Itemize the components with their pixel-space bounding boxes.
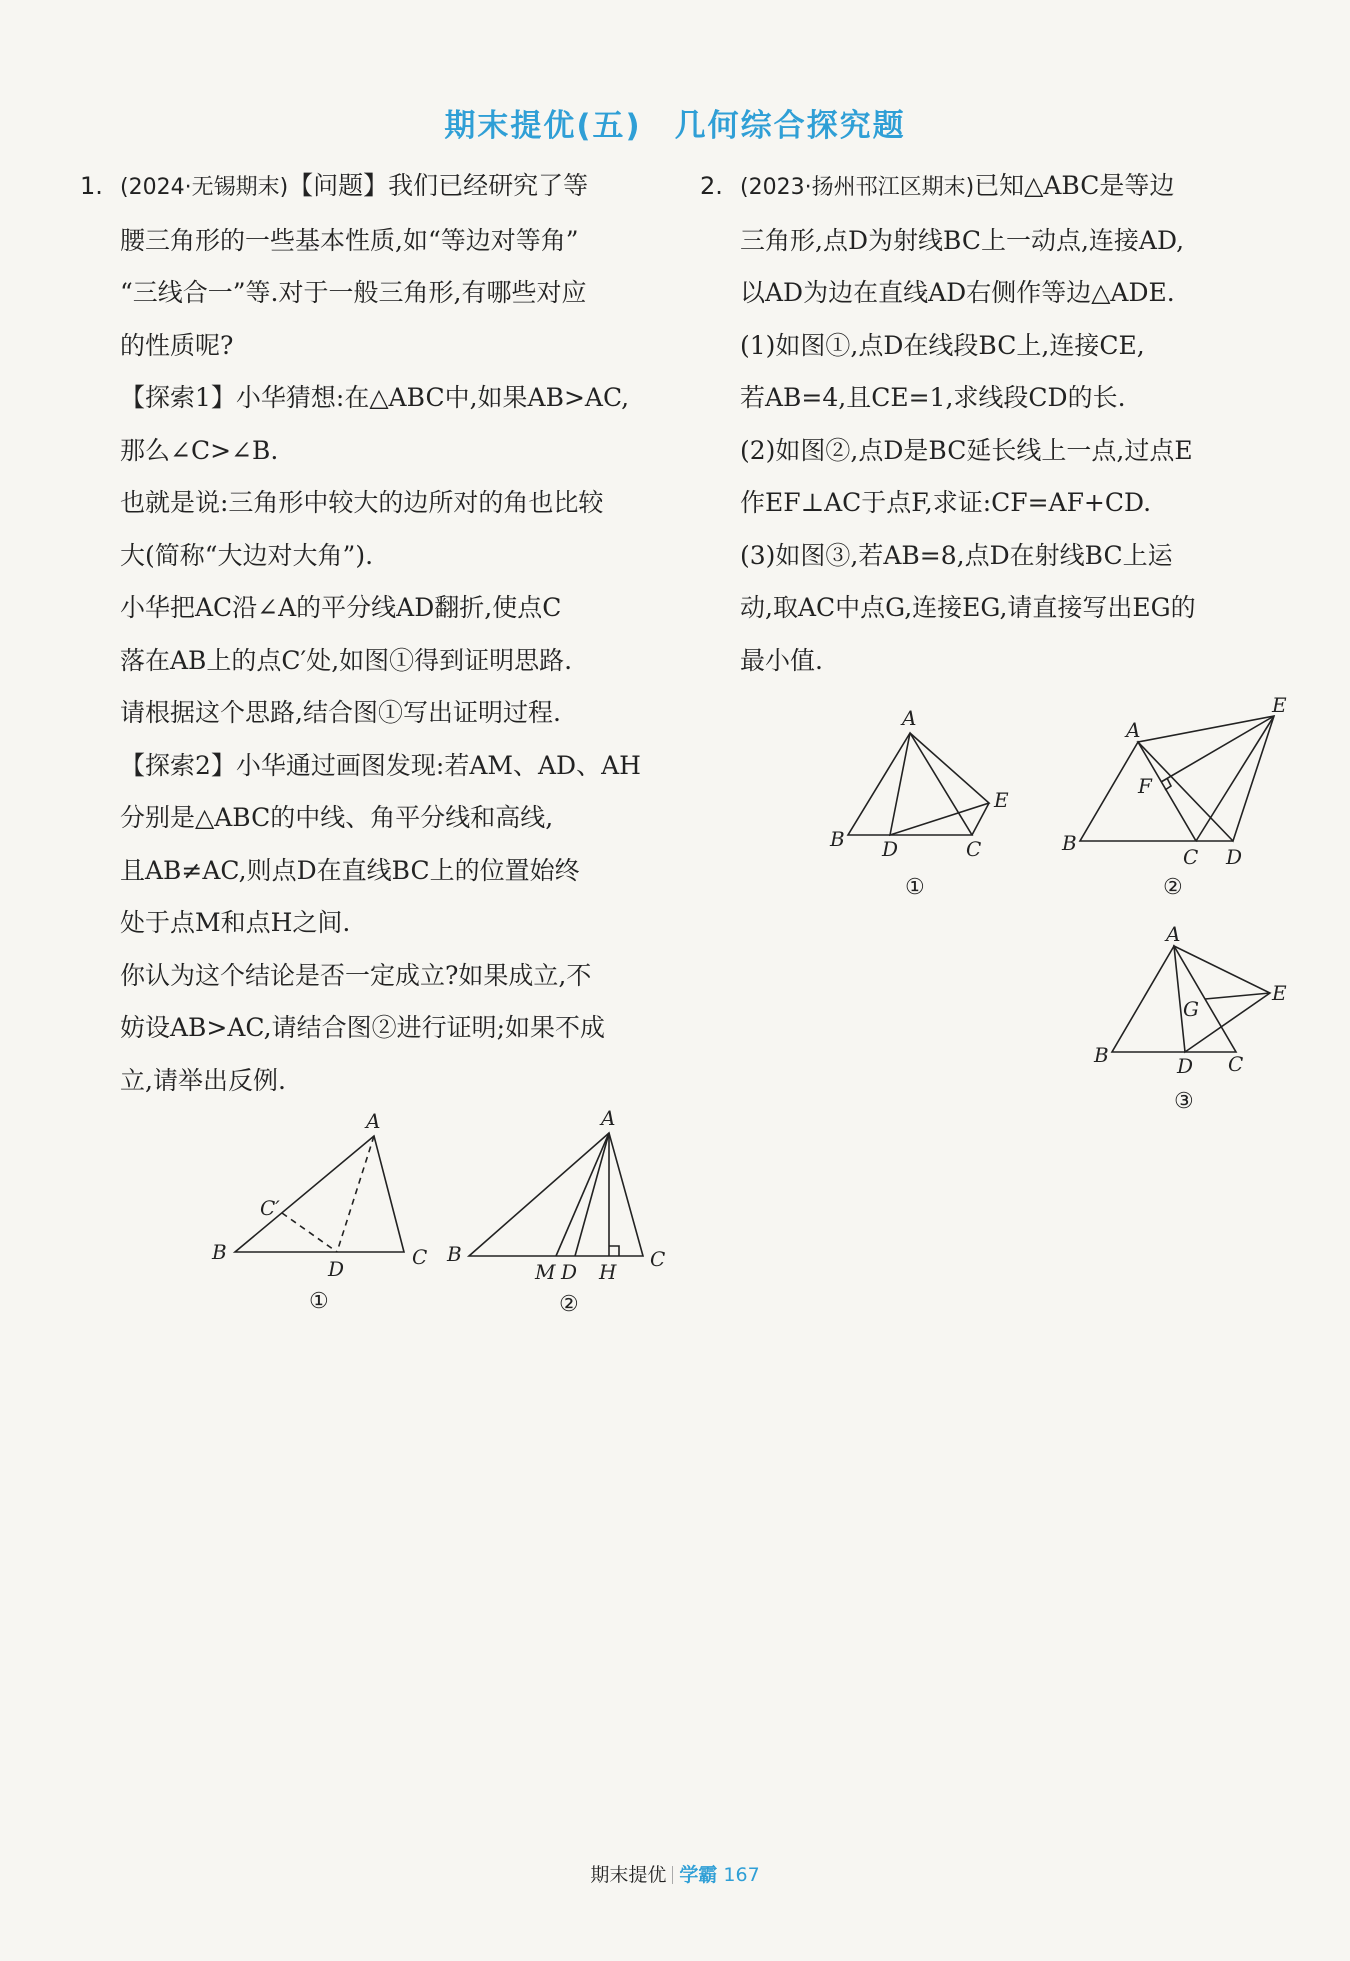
q2-fig1-segment-CE <box>972 803 989 835</box>
footer-brand: 学霸 <box>679 1864 718 1886</box>
question-1-line: 【探索1】小华猜想:在△ABC中,如果AB>AC, <box>120 383 630 412</box>
question-2-line: (1)如图①,点D在线段BC上,连接CE, <box>740 330 1145 360</box>
q2-fig3-caption: ③ <box>1174 1089 1194 1114</box>
page-title: 期末提优(五) 几何综合探究题 <box>444 108 906 144</box>
question-1-line: 那么∠C>∠B. <box>120 435 279 465</box>
q2-fig1-triangle-ABC <box>848 733 972 835</box>
q2-fig2-label-A: A <box>1126 718 1141 742</box>
q2-figure-1 <box>829 706 1009 900</box>
question-2-line: 最小值. <box>740 645 823 675</box>
question-2-line: 三角形,点D为射线BC上一动点,连接AD, <box>740 225 1185 255</box>
question-1-line: 落在AB上的点C′处,如图①得到证明思路. <box>120 645 573 675</box>
q2-figure-2 <box>1061 693 1287 900</box>
footer-divider <box>672 1866 673 1884</box>
q1-fig2-right-angle <box>609 1246 619 1256</box>
question-2-line: 作EF⊥AC于点F,求证:CF=AF+CD. <box>740 488 1152 517</box>
q2-fig1-label-C: C <box>966 837 982 861</box>
q1-fig2-label-A: A <box>601 1106 616 1130</box>
question-1-line: 处于点M和点H之间. <box>120 908 351 937</box>
q2-fig3-triangle-ABC <box>1112 946 1236 1052</box>
q2-fig3-label-D: D <box>1177 1054 1194 1078</box>
q1-fig1-label-B: B <box>212 1240 227 1264</box>
question-2-line-1: 已知△ABC是等边 <box>974 171 1175 200</box>
q1-fig1-label-D: D <box>328 1257 345 1281</box>
question-2-line: 以AD为边在直线AD右侧作等边△ADE. <box>740 278 1175 307</box>
q1-figure-2 <box>446 1106 665 1317</box>
q2-fig2-label-B: B <box>1062 831 1077 855</box>
q1-fig1-triangle <box>235 1136 404 1252</box>
q2-fig1-label-E: E <box>994 788 1009 812</box>
q2-fig1-label-B: B <box>830 827 845 851</box>
q1-fig1-label-C: C <box>412 1245 428 1269</box>
q1-figure-1 <box>211 1109 427 1314</box>
question-1-line: 腰三角形的一些基本性质,如“等边对等角” <box>120 225 579 255</box>
question-1-line: “三线合一”等.对于一般三角形,有哪些对应 <box>120 278 587 307</box>
q1-fig1-fold-AD <box>337 1136 374 1252</box>
question-2-source: (2023·扬州邗江区期末) <box>740 175 975 200</box>
q2-fig3-triangle-ADE <box>1174 946 1270 1052</box>
q2-fig3-segment-GE <box>1205 993 1270 999</box>
q1-fig2-label-M: M <box>535 1260 556 1284</box>
question-1-line: 立,请举出反例. <box>120 1065 286 1095</box>
question-1-line: 也就是说:三角形中较大的边所对的角也比较 <box>120 488 604 517</box>
q1-fig2-bisector-AD <box>575 1133 609 1256</box>
question-1-line: 你认为这个结论是否一定成立?如果成立,不 <box>120 960 592 990</box>
q2-fig2-label-D: D <box>1226 845 1243 869</box>
q2-fig2-right-angle <box>1165 778 1171 790</box>
question-1-line: 小华把AC沿∠A的平分线AD翻折,使点C <box>120 593 562 622</box>
q1-fig2-triangle <box>469 1133 643 1256</box>
question-1-number: 1. <box>80 172 103 200</box>
q2-fig2-triangle-ADE <box>1138 716 1274 841</box>
question-1-line: 妨设AB>AC,请结合图②进行证明;如果不成 <box>120 1013 606 1042</box>
question-2-line: 若AB=4,且CE=1,求线段CD的长. <box>740 383 1126 412</box>
q2-fig1-triangle-ADE <box>890 733 989 835</box>
question-1 <box>80 160 672 1107</box>
q2-fig3-label-E: E <box>1272 981 1287 1005</box>
question-2-line: (2)如图②,点D是BC延长线上一点,过点E <box>740 435 1193 465</box>
q1-fig2-label-D: D <box>561 1260 578 1284</box>
q2-fig1-label-D: D <box>882 837 899 861</box>
footer-page-number: 167 <box>723 1864 760 1886</box>
question-1-line: 大(简称“大边对大角”). <box>120 540 374 570</box>
question-1-line: 且AB≠AC,则点D在直线BC上的位置始终 <box>120 855 580 885</box>
question-2-line: (3)如图③,若AB=8,点D在射线BC上运 <box>740 540 1173 570</box>
q2-fig2-segment-CE <box>1196 716 1274 841</box>
q2-fig3-label-A: A <box>1166 922 1181 946</box>
question-1-line: 分别是△ABC的中线、角平分线和高线, <box>120 803 554 832</box>
question-1-line: 的性质呢? <box>120 330 234 360</box>
question-2-head <box>700 160 1282 215</box>
question-1-line-1: 【问题】我们已经研究了等 <box>288 171 589 200</box>
q1-fig2-label-H: H <box>599 1260 617 1284</box>
question-1-line: 请根据这个思路,结合图①写出证明过程. <box>120 698 561 727</box>
footer-section-text: 期末提优 <box>590 1864 667 1886</box>
q1-fig1-caption: ① <box>309 1289 329 1314</box>
q1-fig2-label-C: C <box>650 1247 666 1271</box>
q2-fig3-label-G: G <box>1183 997 1199 1021</box>
question-2-line: 动,取AC中点G,连接EG,请直接写出EG的 <box>740 593 1196 622</box>
q1-fig2-median-AM <box>556 1133 609 1256</box>
q1-fig1-label-Cp: C′ <box>260 1196 280 1220</box>
question-2-number: 2. <box>700 172 723 200</box>
q1-fig1-label-A: A <box>366 1109 381 1133</box>
page-footer <box>0 1860 1350 1887</box>
q2-fig2-triangle-ABC <box>1080 742 1196 841</box>
question-1-source: (2024·无锡期末) <box>120 175 289 200</box>
q1-fig2-caption: ② <box>559 1292 579 1317</box>
question-2 <box>700 160 1282 687</box>
q2-fig2-label-C: C <box>1183 845 1199 869</box>
q2-fig2-label-E: E <box>1272 693 1287 717</box>
q1-fig1-fold-CpD <box>282 1213 337 1252</box>
q2-figure-3 <box>1093 922 1287 1114</box>
q2-fig3-label-B: B <box>1094 1043 1109 1067</box>
q2-fig2-segment-EF <box>1161 716 1274 782</box>
q1-fig2-label-B: B <box>447 1242 462 1266</box>
q2-fig3-label-C: C <box>1228 1052 1244 1076</box>
question-1-head <box>80 160 672 215</box>
q2-fig2-caption: ② <box>1163 875 1183 900</box>
question-1-line: 【探索2】小华通过画图发现:若AM、AD、AH <box>120 750 641 780</box>
q2-fig1-caption: ① <box>905 875 925 900</box>
q2-fig1-label-A: A <box>902 706 917 730</box>
q2-fig2-label-F: F <box>1138 774 1152 798</box>
